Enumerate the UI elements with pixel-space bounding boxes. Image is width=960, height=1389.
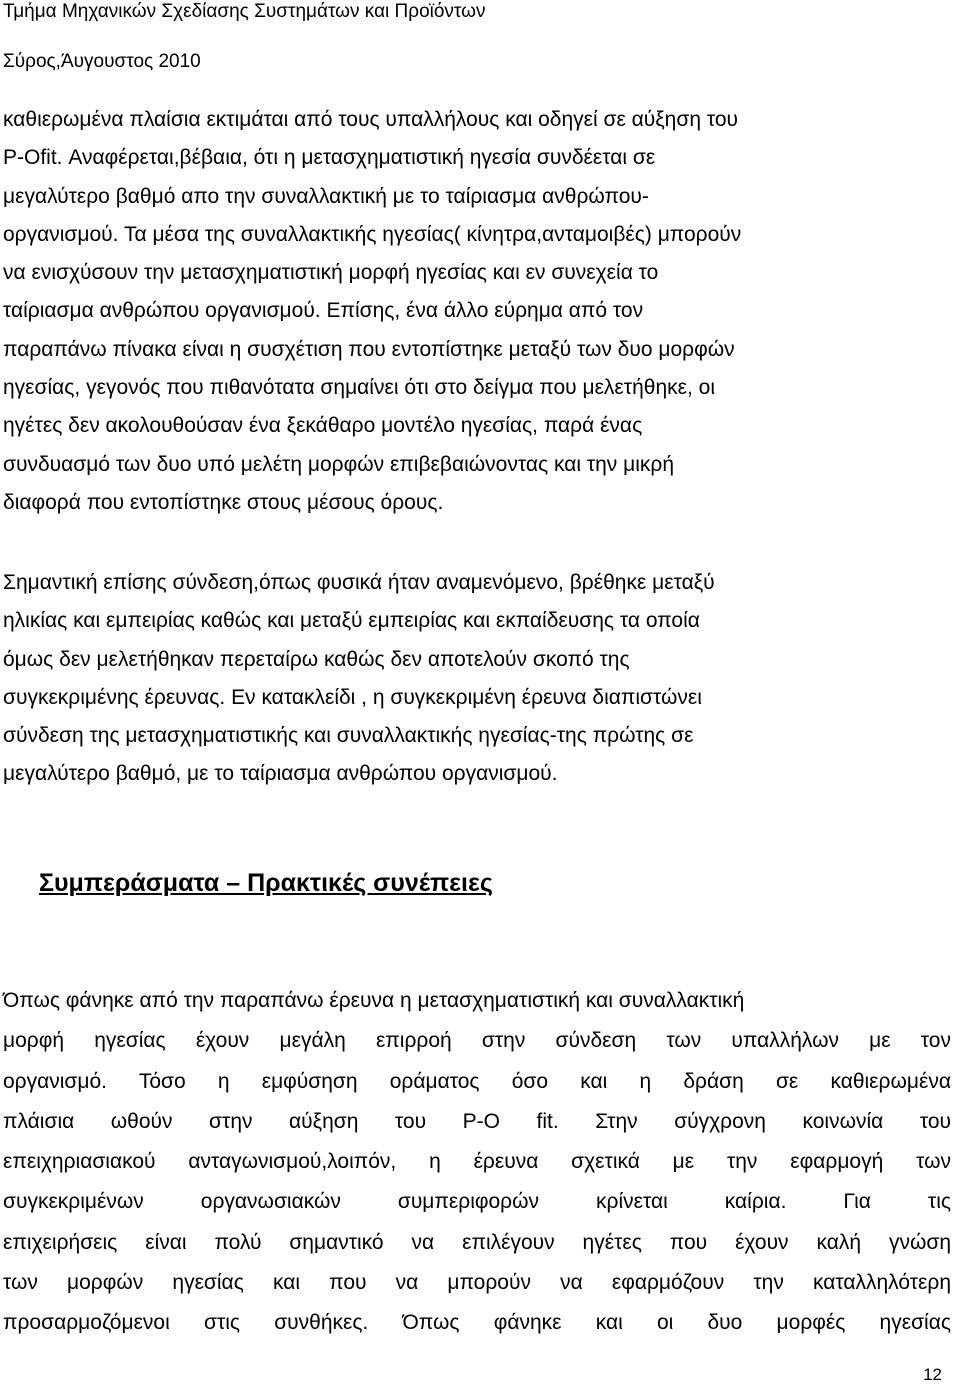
- text-line: ηλικίας και εμπειρίας καθώς και μεταξύ εμπειρίας και εκπαίδευσης τα οποία: [3, 609, 700, 633]
- text-line: καθιερωμένα πλαίσια εκτιμάται από τους υπαλλήλους και οδηγεί σε αύξηση του: [3, 108, 738, 131]
- text-line: πλάισια ωθούν στην αύξηση του P-O fit. Στην σύγχρονη κοινωνία του: [3, 1109, 951, 1133]
- header-department: Τμήμα Μηχανικών Σχεδίασης Συστημάτων και Προϊόντων: [3, 1, 486, 22]
- text-line: ταίριασμα ανθρώπου οργανισμού. Επίσης, ένα άλλο εύρημα από τον: [3, 299, 644, 323]
- text-line: μεγαλύτερο βαθμό, με το ταίριασμα ανθρώπου οργανισμού.: [3, 762, 558, 786]
- paragraph-2: [3, 564, 951, 794]
- text-line: ηγεσίας, γεγονός που πιθανότατα σημαίνει ότι στο δείγμα που μελετήθηκε, οι: [3, 376, 716, 400]
- section-heading: Συμπεράσματα – Πρακτικές συνέπειες: [39, 869, 493, 897]
- text-line: μεγαλύτερο βαθμό απο την συναλλακτική με το ταίριασμα ανθρώπου-: [3, 184, 649, 208]
- text-line: ηγέτες δεν ακολουθούσαν ένα ξεκάθαρο μοντέλο ηγεσίας, παρά ένας: [3, 414, 643, 438]
- text-line: επιχειρήσεις είναι πολύ σημαντικό να επιλέγουν ηγέτες που έχουν καλή γνώση: [3, 1230, 951, 1254]
- header-place-date: Σύρος,Άυγουστος 2010: [3, 51, 201, 72]
- text-line: Όπως φάνηκε από την παραπάνω έρευνα η μετασχηματιστική και συναλλακτική: [3, 989, 745, 1012]
- text-line: σύνδεση της μετασχηματιστικής και συναλλακτικής ηγεσίας-της πρώτης σε: [3, 724, 694, 748]
- text-line: Σημαντική επίσης σύνδεση,όπως φυσικά ήταν αναμενόμενο, βρέθηκε μεταξύ: [3, 571, 715, 594]
- text-line: οργανισμού. Τα μέσα της συναλλακτικής ηγεσίας( κίνητρα,ανταμοιβές) μπορούν: [3, 222, 742, 246]
- text-line: επειχηριασιακού ανταγωνισμού,λοιπόν, η έρευνα σχετικά με την εφαρμογή των: [3, 1150, 951, 1174]
- text-line: μορφή ηγεσίας έχουν μεγάλη επιρροή στην σύνδεση των υπαλλήλων με τον: [3, 1029, 951, 1053]
- text-line: συγκεκριμένης έρευνας. Εν κατακλείδι , η συγκεκριμένη έρευνα διαπιστώνει: [3, 685, 702, 709]
- paragraph-3: [3, 981, 951, 1344]
- text-line: να ενισχύσουν την μετασχηματιστική μορφή ηγεσίας και εν συνεχεία το: [3, 261, 659, 285]
- text-line: παραπάνω πίνακα είναι η συσχέτιση που εντοπίστηκε μεταξύ των δυο μορφών: [3, 337, 735, 361]
- text-line: P-Ofit. Αναφέρεται,βέβαια, ότι η μετασχηματιστική ηγεσία συνδέεται σε: [3, 146, 656, 170]
- text-line: προσαρμοζόμενοι στις συνθήκες. Όπως φάνηκε και οι δυο μορφές ηγεσίας: [3, 1311, 951, 1335]
- text-line: οργανισμό. Τόσο η εμφύσηση οράματος όσο και η δράση σε καθιερωμένα: [3, 1069, 951, 1093]
- text-line: συνδυασμό των δυο υπό μελέτη μορφών επιβεβαιώνοντας και την μικρή: [3, 452, 675, 476]
- text-line: συγκεκριμένων οργανωσιακών συμπεριφορών κρίνεται καίρια. Για τις: [3, 1190, 951, 1214]
- paragraph-1: [3, 101, 951, 522]
- text-line: όμως δεν μελετήθηκαν περεταίρω καθώς δεν αποτελούν σκοπό της: [3, 647, 630, 671]
- page-number: 12: [923, 1365, 942, 1384]
- text-line: των μορφών ηγεσίας και που να μπορούν να εφαρμόζουν την καταλληλότερη: [3, 1271, 951, 1295]
- text-line: διαφορά που εντοπίστηκε στους μέσους όρους.: [3, 490, 444, 514]
